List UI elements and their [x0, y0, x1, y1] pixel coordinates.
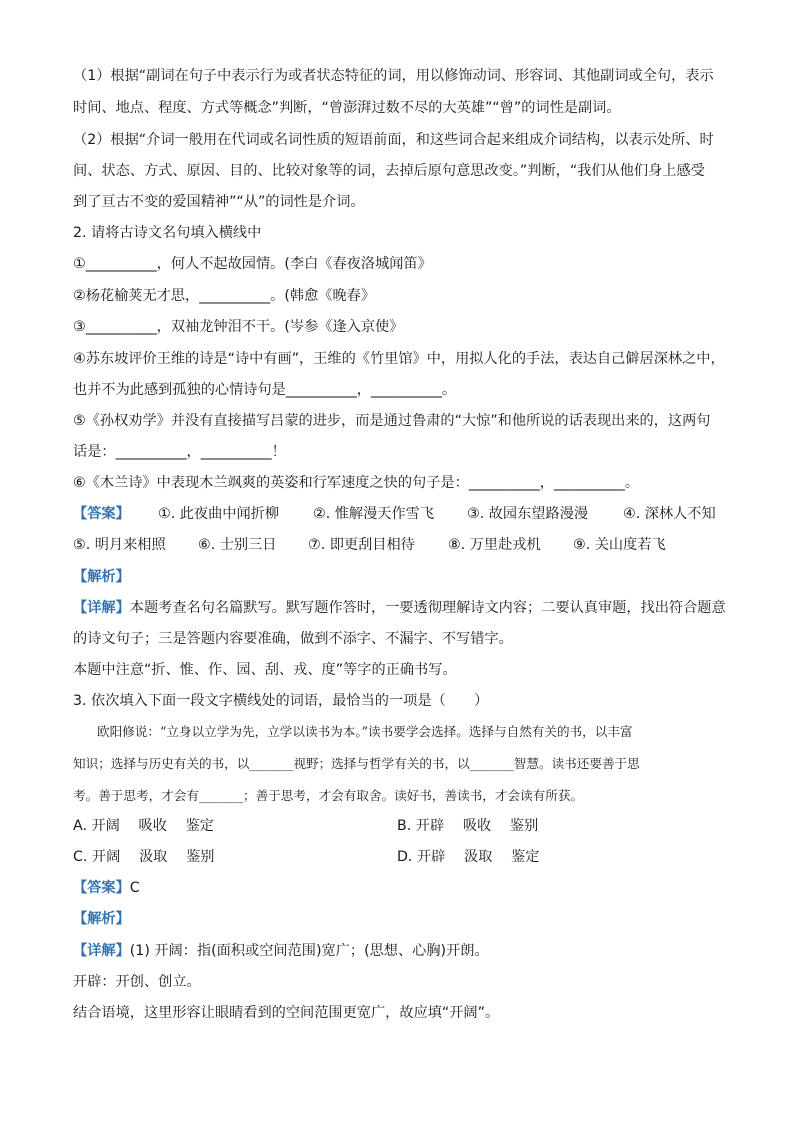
detail-line: 本题中注意“折、惟、作、园、刮、戎、度”等字的正确书写。 [73, 662, 457, 678]
answer-item: ①. 此夜曲中闻折柳 [158, 506, 280, 522]
analysis-label: 【解析】 [73, 569, 130, 585]
passage-line: 考。善于思考，才会有_______；善于思考，才会有取舍。读好书，善读书，才会读有所获。 [73, 788, 584, 803]
question-item: ③__________，双袖龙钟泪不干。(岑参《逢入京使》 [73, 319, 404, 335]
detail-text: (1) 开阔：指(面积或空间范围)宽广；(思想、心胸)开朗。 [129, 943, 489, 959]
answer-item: ②. 惟解漫天作雪飞 [313, 506, 435, 522]
text-line: （1）根据“副词在句子中表示行为或者状态特征的词，用以修饰动词、形容词、其他副词或全句，表示 [73, 68, 714, 84]
question-item: 也并不为此感到孤独的心情诗句是__________，__________。 [73, 382, 457, 398]
question-item: ⑥《木兰诗》中表现木兰飒爽的英姿和行军速度之快的句子是：__________，__________。 [73, 475, 640, 491]
option-b: B. 开辟 吸收 鉴别 [397, 818, 539, 834]
answer-item: ⑥. 士别三日 [198, 537, 277, 553]
answer-item: ③. 故园东望路漫漫 [467, 506, 589, 522]
answer-item: ⑨. 关山度若飞 [573, 537, 666, 553]
question-item: ④苏东坡评价王维的诗是“诗中有画”，王维的《竹里馆》中，用拟人化的手法，表达自己僻居深林之中， [73, 351, 725, 367]
text-line: 间、状态、方式、原因、目的、比较对象等的词，去掉后原句意思改变。”判断，“我们从他们身上感受 [73, 163, 705, 179]
detail-line [73, 941, 489, 961]
detail-label: 【详解】 [73, 600, 130, 616]
detail-label: 【详解】 [73, 943, 130, 959]
detail-line: 的诗文句子；三是答题内容要准确，做到不添字、不漏字、不写错字。 [73, 631, 513, 647]
question-2-title: 2. 请将古诗文名句填入横线中 [73, 225, 262, 241]
answer-line [73, 878, 140, 898]
question-item: ①__________，何人不起故园情。(李白《春夜洛城闻笛》 [73, 256, 432, 272]
question-3-title: 3. 依次填入下面一段文字横线处的词语，最恰当的一项是（ ） [73, 693, 489, 709]
passage-line: 欧阳修说：“立身以立学为先，立学以读书为本。”读书要学会选择。选择与自然有关的书，以丰富 [97, 724, 633, 739]
text-line: 时间、地点、程度、方式等概念”判断，“曾澎湃过数不尽的大英雄”“曾”的词性是副词。 [73, 100, 621, 116]
analysis-label: 【解析】 [73, 911, 130, 927]
text-line: 到了亘古不变的爱国精神”“从”的词性是介词。 [73, 194, 365, 210]
answer-item: ④. 深林人不知 [623, 506, 716, 522]
detail-line: 结合语境，这里形容让眼睛看到的空间范围更宽广，故应填“开阔”。 [73, 1005, 500, 1021]
detail-text: 本题考查名句名篇默写。默写题作答时，一要透彻理解诗文内容；二要认真审题，找出符合题意 [129, 600, 726, 616]
answer-label: 【答案】 [73, 880, 130, 896]
option-d: D. 开辟 汲取 鉴定 [397, 849, 540, 865]
answer-value: C [129, 880, 140, 896]
passage-line: 知识；选择与历史有关的书，以_______视野；选择与哲学有关的书，以_______智慧。读书还要善于思 [73, 756, 640, 771]
option-c: C. 开阔 汲取 鉴别 [73, 849, 215, 865]
text-line: （2）根据“介词一般用在代词或名词性质的短语前面，和这些词合起来组成介词结构，以表示处所、时 [73, 132, 714, 148]
answer-item: ⑧. 万里赴戎机 [448, 537, 541, 553]
answer-item: ⑤. 明月来相照 [73, 537, 166, 553]
detail-line: 开辟：开创、创立。 [73, 974, 201, 990]
answer-label: 【答案】 [73, 506, 130, 522]
question-item: ②杨花榆荚无才思，__________。(韩愈《晚春》 [73, 288, 376, 304]
question-item: ⑤《孙权劝学》并没有直接描写吕蒙的进步，而是通过鲁肃的“大惊”和他所说的话表现出来的，这两句 [73, 413, 711, 429]
detail-line [73, 598, 726, 618]
answer-item: ⑦. 即更刮目相待 [308, 537, 415, 553]
question-item: 话是：__________，__________！ [73, 444, 286, 460]
option-a: A. 开阔 吸收 鉴定 [73, 818, 214, 834]
